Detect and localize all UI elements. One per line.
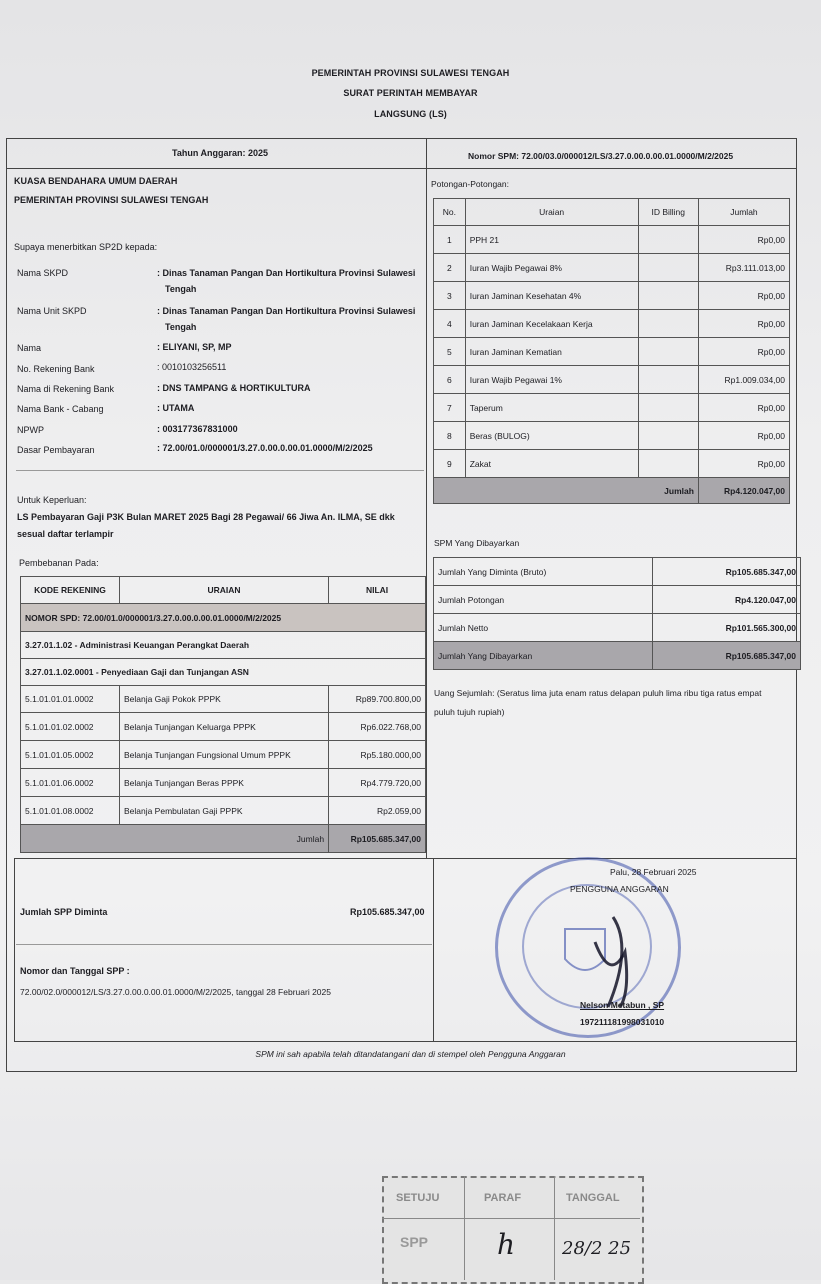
table-row [434,586,801,614]
table-row [21,797,426,825]
pot-uraian: Beras (BULOG) [465,422,638,450]
frame-bottom [6,1071,797,1072]
tahun-anggaran: Tahun Anggaran: 2025 [172,148,269,158]
potongan-table [433,198,790,504]
spm-table [433,557,801,670]
rek-header-nilai: NILAI [329,577,426,604]
frame-footer-divider [14,1041,796,1042]
pot-billing [638,338,698,366]
pot-billing [638,394,698,422]
rek-kode: 5.1.01.01.01.0002 [21,686,120,713]
nomor-spp-label: Nomor dan Tanggal SPP : [20,966,130,976]
pot-header-no: No. [434,199,466,226]
pot-no: 6 [434,366,466,394]
table-row [434,310,790,338]
frame-mid-divider [426,138,427,858]
approval-header-tanggal: TANGGAL [566,1192,620,1204]
field-value-npwp: : 003177367831000 [157,424,238,434]
frame-left [6,138,7,1072]
nomor-spp-value: 72.00/02.0/000012/LS/3.27.0.00.0.00.01.0000/M/2/2025, tanggal 28 Februari 2025 [20,987,331,997]
field-label-skpd: Nama SKPD [17,268,69,278]
pot-no: 9 [434,450,466,478]
pembebanan-label: Pembebanan Pada: [19,558,99,568]
pot-uraian: Zakat [465,450,638,478]
rek-nilai: Rp89.700.800,00 [329,686,426,713]
pot-jumlah: Rp0,00 [698,226,789,254]
field-value-bank: : UTAMA [157,403,195,413]
untuk-line2: sesual daftar terlampir [17,529,114,539]
table-row [434,226,790,254]
spm-row-value: Rp101.565.300,00 [653,614,801,642]
approval-tanggal: 28/2 25 [562,1238,632,1259]
rek-nilai: Rp5.180.000,00 [329,741,426,769]
rek-header-uraian: URAIAN [119,577,328,604]
pot-header-uraian: Uraian [465,199,638,226]
spm-row-label: Jumlah Netto [434,614,653,642]
table-row [434,450,790,478]
doc-header-line2: SURAT PERINTAH MEMBAYAR [343,88,478,98]
field-value-dasar: : 72.00/01.0/000001/3.27.0.00.0.00.01.0000/M/2/2025 [157,443,373,453]
frame-header-divider [6,168,796,169]
pot-jumlah: Rp1.009.034,00 [698,366,789,394]
field-value-nama: : ELIYANI, SP, MP [157,342,232,352]
footer-note: SPM ini sah apabila telah ditandatangani dan di stempel oleh Pengguna Anggaran [255,1049,566,1059]
frame-lower-left [14,858,15,1041]
field-label-unit: Nama Unit SKPD [17,306,87,316]
pot-header-jumlah: Jumlah [698,199,789,226]
table-row [434,422,790,450]
ttd-pengguna-anggaran: PENGGUNA ANGGARAN [570,884,669,894]
pot-no: 1 [434,226,466,254]
field-value-skpd: : Dinas Tanaman Pangan Dan Hortikultura Provinsi Sulawesi [157,268,416,278]
doc-header-line3: LANGSUNG (LS) [374,109,447,119]
approval-row-spp: SPP [400,1234,429,1250]
pot-header-billing: ID Billing [638,199,698,226]
table-row [434,366,790,394]
nomor-spd-row: NOMOR SPD: 72.00/01.0/000001/3.27.0.00.0.00.01.0000/M/2/2025 [21,604,426,632]
pot-jumlah: Rp3.111.013,00 [698,254,789,282]
field-label-nama: Nama [17,343,42,353]
table-row [21,769,426,797]
program-row-2: 3.27.01.1.02.0001 - Penyediaan Gaji dan Tunjangan ASN [21,659,426,686]
table-row [434,394,790,422]
pot-jumlah: Rp0,00 [698,422,789,450]
pot-jumlah-label: Jumlah [434,478,699,504]
field-label-dasar: Dasar Pembayaran [17,445,95,455]
pot-billing [638,282,698,310]
rek-uraian: Belanja Tunjangan Beras PPPK [119,769,328,797]
pot-billing [638,450,698,478]
terbilang-line1: Uang Sejumlah: (Seratus lima juta enam ratus delapan puluh lima ribu tiga ratus empat [434,688,762,698]
pot-uraian: Iuran Jaminan Kecelakaan Kerja [465,310,638,338]
table-row [434,254,790,282]
potongan-label: Potongan-Potongan: [431,179,509,189]
pot-billing [638,310,698,338]
pot-no: 4 [434,310,466,338]
field-value-unit-2: Tengah [165,322,197,332]
spm-row-value: Rp105.685.347,00 [653,642,801,670]
pot-jumlah: Rp0,00 [698,338,789,366]
pot-billing [638,422,698,450]
spm-row-label: Jumlah Yang Dibayarkan [434,642,653,670]
nomor-spm: Nomor SPM: 72.00/03.0/000012/LS/3.27.0.00.0.00.01.0000/M/2/2025 [468,151,734,161]
pot-uraian: Iuran Jaminan Kematian [465,338,638,366]
rek-nilai: Rp6.022.768,00 [329,713,426,741]
rek-nilai: Rp2.059,00 [329,797,426,825]
ttd-tempat-tanggal: Palu, 28 Februari 2025 [610,867,697,877]
divider-untuk [16,470,424,471]
table-row [434,558,801,586]
pot-no: 3 [434,282,466,310]
spm-row-label: Jumlah Potongan [434,586,653,614]
pot-jumlah: Rp0,00 [698,282,789,310]
approval-divider-1 [464,1176,465,1280]
approval-header-paraf: PARAF [484,1192,522,1204]
pot-billing [638,226,698,254]
rek-nilai: Rp4.779.720,00 [329,769,426,797]
doc-header-line1: PEMERINTAH PROVINSI SULAWESI TENGAH [311,68,510,78]
field-value-unit: : Dinas Tanaman Pangan Dan Hortikultura Provinsi Sulawesi [157,306,416,316]
rek-uraian: Belanja Tunjangan Fungsional Umum PPPK [119,741,328,769]
pot-no: 8 [434,422,466,450]
pemprov-label: PEMERINTAH PROVINSI SULAWESI TENGAH [14,195,209,205]
table-row [434,282,790,310]
divider-spp [16,944,432,945]
rekening-table [20,576,426,853]
approval-divider-3 [382,1218,640,1219]
frame-lower-divider [14,858,796,859]
rek-kode: 5.1.01.01.06.0002 [21,769,120,797]
approval-paraf: h [497,1228,516,1261]
table-row [434,614,801,642]
pot-uraian: PPH 21 [465,226,638,254]
field-label-npwp: NPWP [17,425,44,435]
rek-uraian: Belanja Tunjangan Keluarga PPPK [119,713,328,741]
field-label-rekening: No. Rekening Bank [17,364,95,374]
spm-row-label: Jumlah Yang Diminta (Bruto) [434,558,653,586]
pot-uraian: Iuran Wajib Pegawai 8% [465,254,638,282]
pot-no: 2 [434,254,466,282]
terbilang-line2: puluh tujuh rupiah) [434,707,505,717]
pot-billing [638,366,698,394]
spm-row-value: Rp4.120.047,00 [653,586,801,614]
pot-uraian: Iuran Wajib Pegawai 1% [465,366,638,394]
pot-billing [638,254,698,282]
table-row [21,741,426,769]
kuasa-bud: KUASA BENDAHARA UMUM DAERAH [14,176,178,186]
rek-kode: 5.1.01.01.05.0002 [21,741,120,769]
pot-no: 5 [434,338,466,366]
rek-uraian: Belanja Pembulatan Gaji PPPK [119,797,328,825]
approval-header-setuju: SETUJU [396,1192,440,1204]
rek-kode: 5.1.01.01.08.0002 [21,797,120,825]
rek-jumlah-value: Rp105.685.347,00 [329,825,426,853]
rek-jumlah-label: Jumlah [21,825,329,853]
field-value-nama-rekening: : DNS TAMPANG & HORTIKULTURA [157,383,311,393]
spm-row-value: Rp105.685.347,00 [653,558,801,586]
rek-kode: 5.1.01.01.02.0002 [21,713,120,741]
table-row [434,338,790,366]
pot-jumlah: Rp0,00 [698,450,789,478]
table-row [21,713,426,741]
field-value-rekening: : 0010103256511 [157,362,227,372]
untuk-label: Untuk Keperluan: [17,495,87,505]
field-label-nama-rekening: Nama di Rekening Bank [17,384,115,394]
frame-top [6,138,796,139]
pot-jumlah: Rp0,00 [698,394,789,422]
untuk-line1: LS Pembayaran Gaji P3K Bulan MARET 2025 Bagi 28 Pegawai/ 66 Jiwa An. ILMA, SE dkk [17,512,395,522]
program-row-1: 3.27.01.1.02 - Administrasi Keuangan Perangkat Daerah [21,632,426,659]
pot-jumlah: Rp0,00 [698,310,789,338]
table-row [434,642,801,670]
supaya-label: Supaya menerbitkan SP2D kepada: [14,242,158,252]
field-label-bank: Nama Bank - Cabang [17,404,104,414]
approval-divider-2 [554,1176,555,1280]
spp-diminta-label: Jumlah SPP Diminta [20,907,108,917]
table-row [21,686,426,713]
pot-jumlah-value: Rp4.120.047,00 [698,478,789,504]
frame-mid-divider-lower [433,858,434,1041]
pot-uraian: Taperum [465,394,638,422]
pot-no: 7 [434,394,466,422]
field-value-skpd-2: Tengah [165,284,197,294]
spm-dibayarkan-label: SPM Yang Dibayarkan [434,538,520,548]
ttd-nama: Nelson Metabun , SP [580,1000,665,1010]
pot-uraian: Iuran Jaminan Kesehatan 4% [465,282,638,310]
rek-header-kode: KODE REKENING [21,577,120,604]
ttd-nip: 197211181998031010 [580,1017,665,1027]
rek-uraian: Belanja Gaji Pokok PPPK [119,686,328,713]
spp-diminta-value: Rp105.685.347,00 [350,907,425,917]
